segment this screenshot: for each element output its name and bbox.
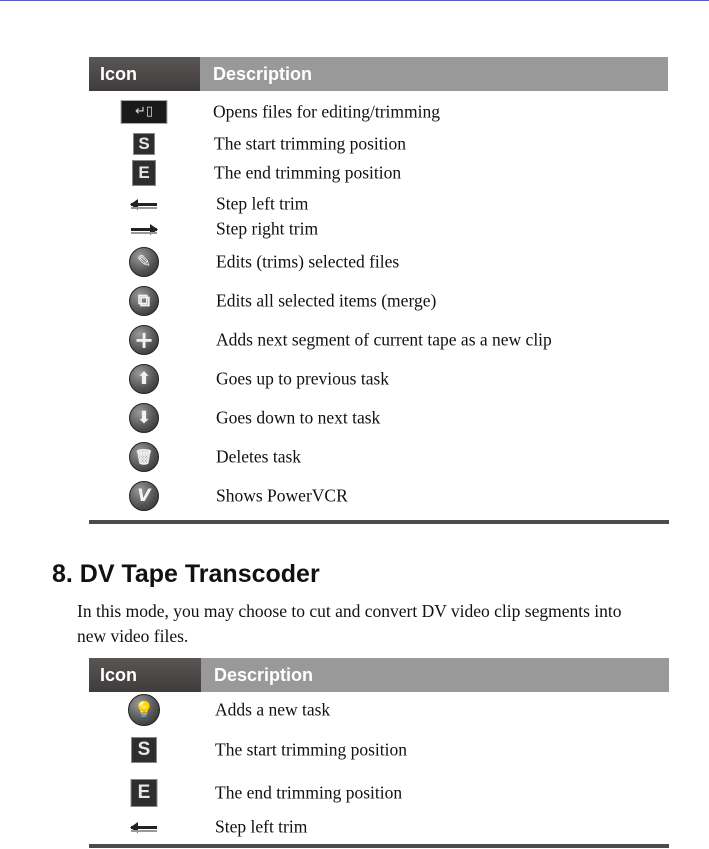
row-description: Edits (trims) selected files [216,251,400,272]
header-description-col: Description [200,57,668,91]
icon-table-1 [89,57,668,91]
arrow-down-icon: ⬇ [129,403,159,433]
edit-trim-icon: ✎ [129,247,159,277]
table-header [89,57,668,91]
header-icon-col: Icon [89,658,201,692]
row-description: Goes up to previous task [216,368,390,389]
open-files-icon: ↵▯ [121,100,168,124]
row-description: Opens files for editing/trimming [213,101,440,122]
start-trim-icon: S [133,133,155,155]
step-left-arrow-icon [130,821,158,833]
row-description: Adds a new task [215,699,331,720]
trash-icon: 🗑 [129,442,159,472]
end-trim-icon: E [132,160,156,186]
merge-icon: ⧉ [129,286,159,316]
arrow-up-icon: ⬆ [129,364,159,394]
row-description: Goes down to next task [216,407,381,428]
step-left-arrow-icon [130,198,158,210]
row-description: Step left trim [216,193,309,214]
section-paragraph-line2: new video files. [77,626,189,646]
row-description: Deletes task [216,446,302,467]
section-paragraph-line1: In this mode, you may choose to cut and convert DV video clip segments into [77,601,622,621]
step-right-arrow-icon [130,223,158,235]
row-description: Adds next segment of current tape as a new clip [216,329,552,350]
page-top-rule [0,0,709,1]
header-icon-col: Icon [89,57,200,91]
lightbulb-icon: 💡 [128,694,160,726]
table-bottom-rule [89,520,669,524]
row-description: The end trimming position [214,162,402,183]
section-heading: 8. DV Tape Transcoder [52,560,320,588]
icon-table-2 [89,658,669,692]
add-plus-icon: + [129,325,159,355]
row-description: Step right trim [216,218,319,239]
end-trim-icon: E [131,779,158,807]
header-description-col: Description [201,658,669,692]
row-description: The start trimming position [214,133,406,154]
row-description: Shows PowerVCR [216,485,348,506]
row-description: The end trimming position [215,782,403,803]
row-description: The start trimming position [215,739,407,760]
row-description: Step left trim [215,816,308,837]
row-description: Edits all selected items (merge) [216,290,437,311]
table-header [89,658,669,692]
start-trim-icon: S [131,737,157,763]
table-bottom-rule [89,844,669,848]
powervcr-v-icon: V [129,481,159,511]
